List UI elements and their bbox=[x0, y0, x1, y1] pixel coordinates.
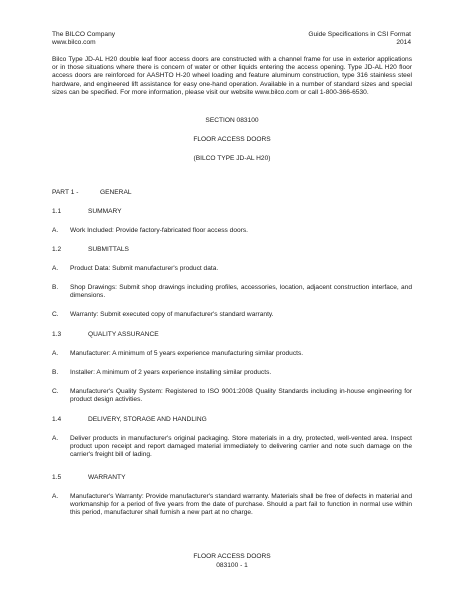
article-title: QUALITY ASSURANCE bbox=[88, 331, 159, 338]
footer-title: FLOOR ACCESS DOORS bbox=[193, 553, 271, 560]
footer-page-number: 083100 - 1 bbox=[216, 562, 248, 569]
part-number: PART 1 - bbox=[52, 189, 79, 196]
article-number: 1.4 bbox=[52, 416, 62, 423]
paragraph-letter: A. bbox=[52, 350, 59, 357]
paragraph-text: Manufacturer's Quality System: Registered to ISO 9001:2008 Quality Standards including in-house engineering for product design activities. bbox=[70, 388, 412, 404]
article-title: SUMMARY bbox=[88, 208, 122, 215]
paragraph bbox=[52, 435, 412, 460]
paragraph bbox=[52, 311, 412, 319]
header-left bbox=[52, 31, 115, 47]
paragraph-letter: B. bbox=[52, 369, 59, 376]
part-title: GENERAL bbox=[100, 189, 132, 196]
article-number: 1.1 bbox=[52, 208, 62, 215]
guide-year: 2014 bbox=[396, 39, 411, 47]
paragraph-text: Product Data: Submit manufacturer's product data. bbox=[70, 265, 219, 272]
article-title: SUBMITTALS bbox=[88, 246, 129, 253]
header-right bbox=[308, 31, 411, 47]
paragraph bbox=[52, 227, 412, 235]
article-number: 1.3 bbox=[52, 331, 62, 338]
paragraph-text: Manufacturer: A minimum of 5 years experience manufacturing similar products. bbox=[70, 350, 304, 357]
paragraph-letter: C. bbox=[52, 388, 59, 395]
paragraph-text: Warranty: Submit executed copy of manufacturer's standard warranty. bbox=[70, 311, 274, 318]
paragraph bbox=[52, 350, 412, 358]
company-website: www.bilco.com bbox=[52, 39, 96, 47]
article-title: WARRANTY bbox=[88, 474, 126, 481]
paragraph-letter: A. bbox=[52, 493, 59, 500]
section-number: SECTION 083100 bbox=[205, 117, 259, 124]
company-name: The BILCO Company bbox=[52, 31, 116, 38]
paragraph bbox=[52, 369, 412, 377]
paragraph-letter: A. bbox=[52, 435, 59, 442]
paragraph-letter: C. bbox=[52, 311, 59, 318]
section-title: FLOOR ACCESS DOORS bbox=[193, 136, 271, 143]
paragraph-letter: B. bbox=[52, 284, 59, 291]
paragraph-text: Deliver products in manufacturer's original packaging. Store materials in a dry, protected, well-vented area. Inspect product upon receipt and report damaged material immediately to delivering carrier and note such damage on the carrier's freight bill of lading. bbox=[70, 435, 412, 459]
paragraph-text: Shop Drawings: Submit shop drawings including profiles, accessories, location, adjacent construction interface, and dimensions. bbox=[70, 284, 412, 300]
intro-paragraph: Bilco Type JD-AL H20 double leaf floor access doors are constructed with a channel frame for use in exterior applications or in those situations where there is concern of water or other liquids entering the access opening. Type JD-AL H20 floor access doors are reinforced for AASHTO H-20 wheel loading and feature aluminum construction, type 316 stainless steel hardware, and engineered lift assistance for easy one-hand operation. Available in a number of standard sizes and special sizes can be specified. For more information, please visit our website www.bilco.com or call 1-800-366-6530. bbox=[52, 56, 412, 96]
article-title: DELIVERY, STORAGE AND HANDLING bbox=[88, 416, 207, 423]
paragraph-letter: A. bbox=[52, 265, 59, 272]
article-number: 1.5 bbox=[52, 474, 62, 481]
paragraph-text: Manufacturer's Warranty: Provide manufacturer's standard warranty. Materials shall be free of defects in material and workmanship for a period of five years from the date of purchase. Should a part fail to function in normal use within this period, manufacturer shall furnish a new part at no charge. bbox=[70, 493, 412, 517]
section-subtitle: (BILCO TYPE JD-AL H20) bbox=[193, 155, 271, 162]
paragraph bbox=[52, 388, 412, 404]
guide-title: Guide Specifications in CSI Format bbox=[308, 31, 411, 38]
paragraph bbox=[52, 265, 412, 273]
paragraph-text: Installer: A minimum of 2 years experience installing similar products. bbox=[70, 369, 272, 376]
article-number: 1.2 bbox=[52, 246, 62, 253]
paragraph-letter: A. bbox=[52, 227, 59, 234]
paragraph bbox=[52, 284, 412, 300]
paragraph bbox=[52, 493, 412, 518]
part-heading bbox=[52, 189, 132, 197]
paragraph-text: Work Included: Provide factory-fabricated floor access doors. bbox=[70, 227, 248, 234]
